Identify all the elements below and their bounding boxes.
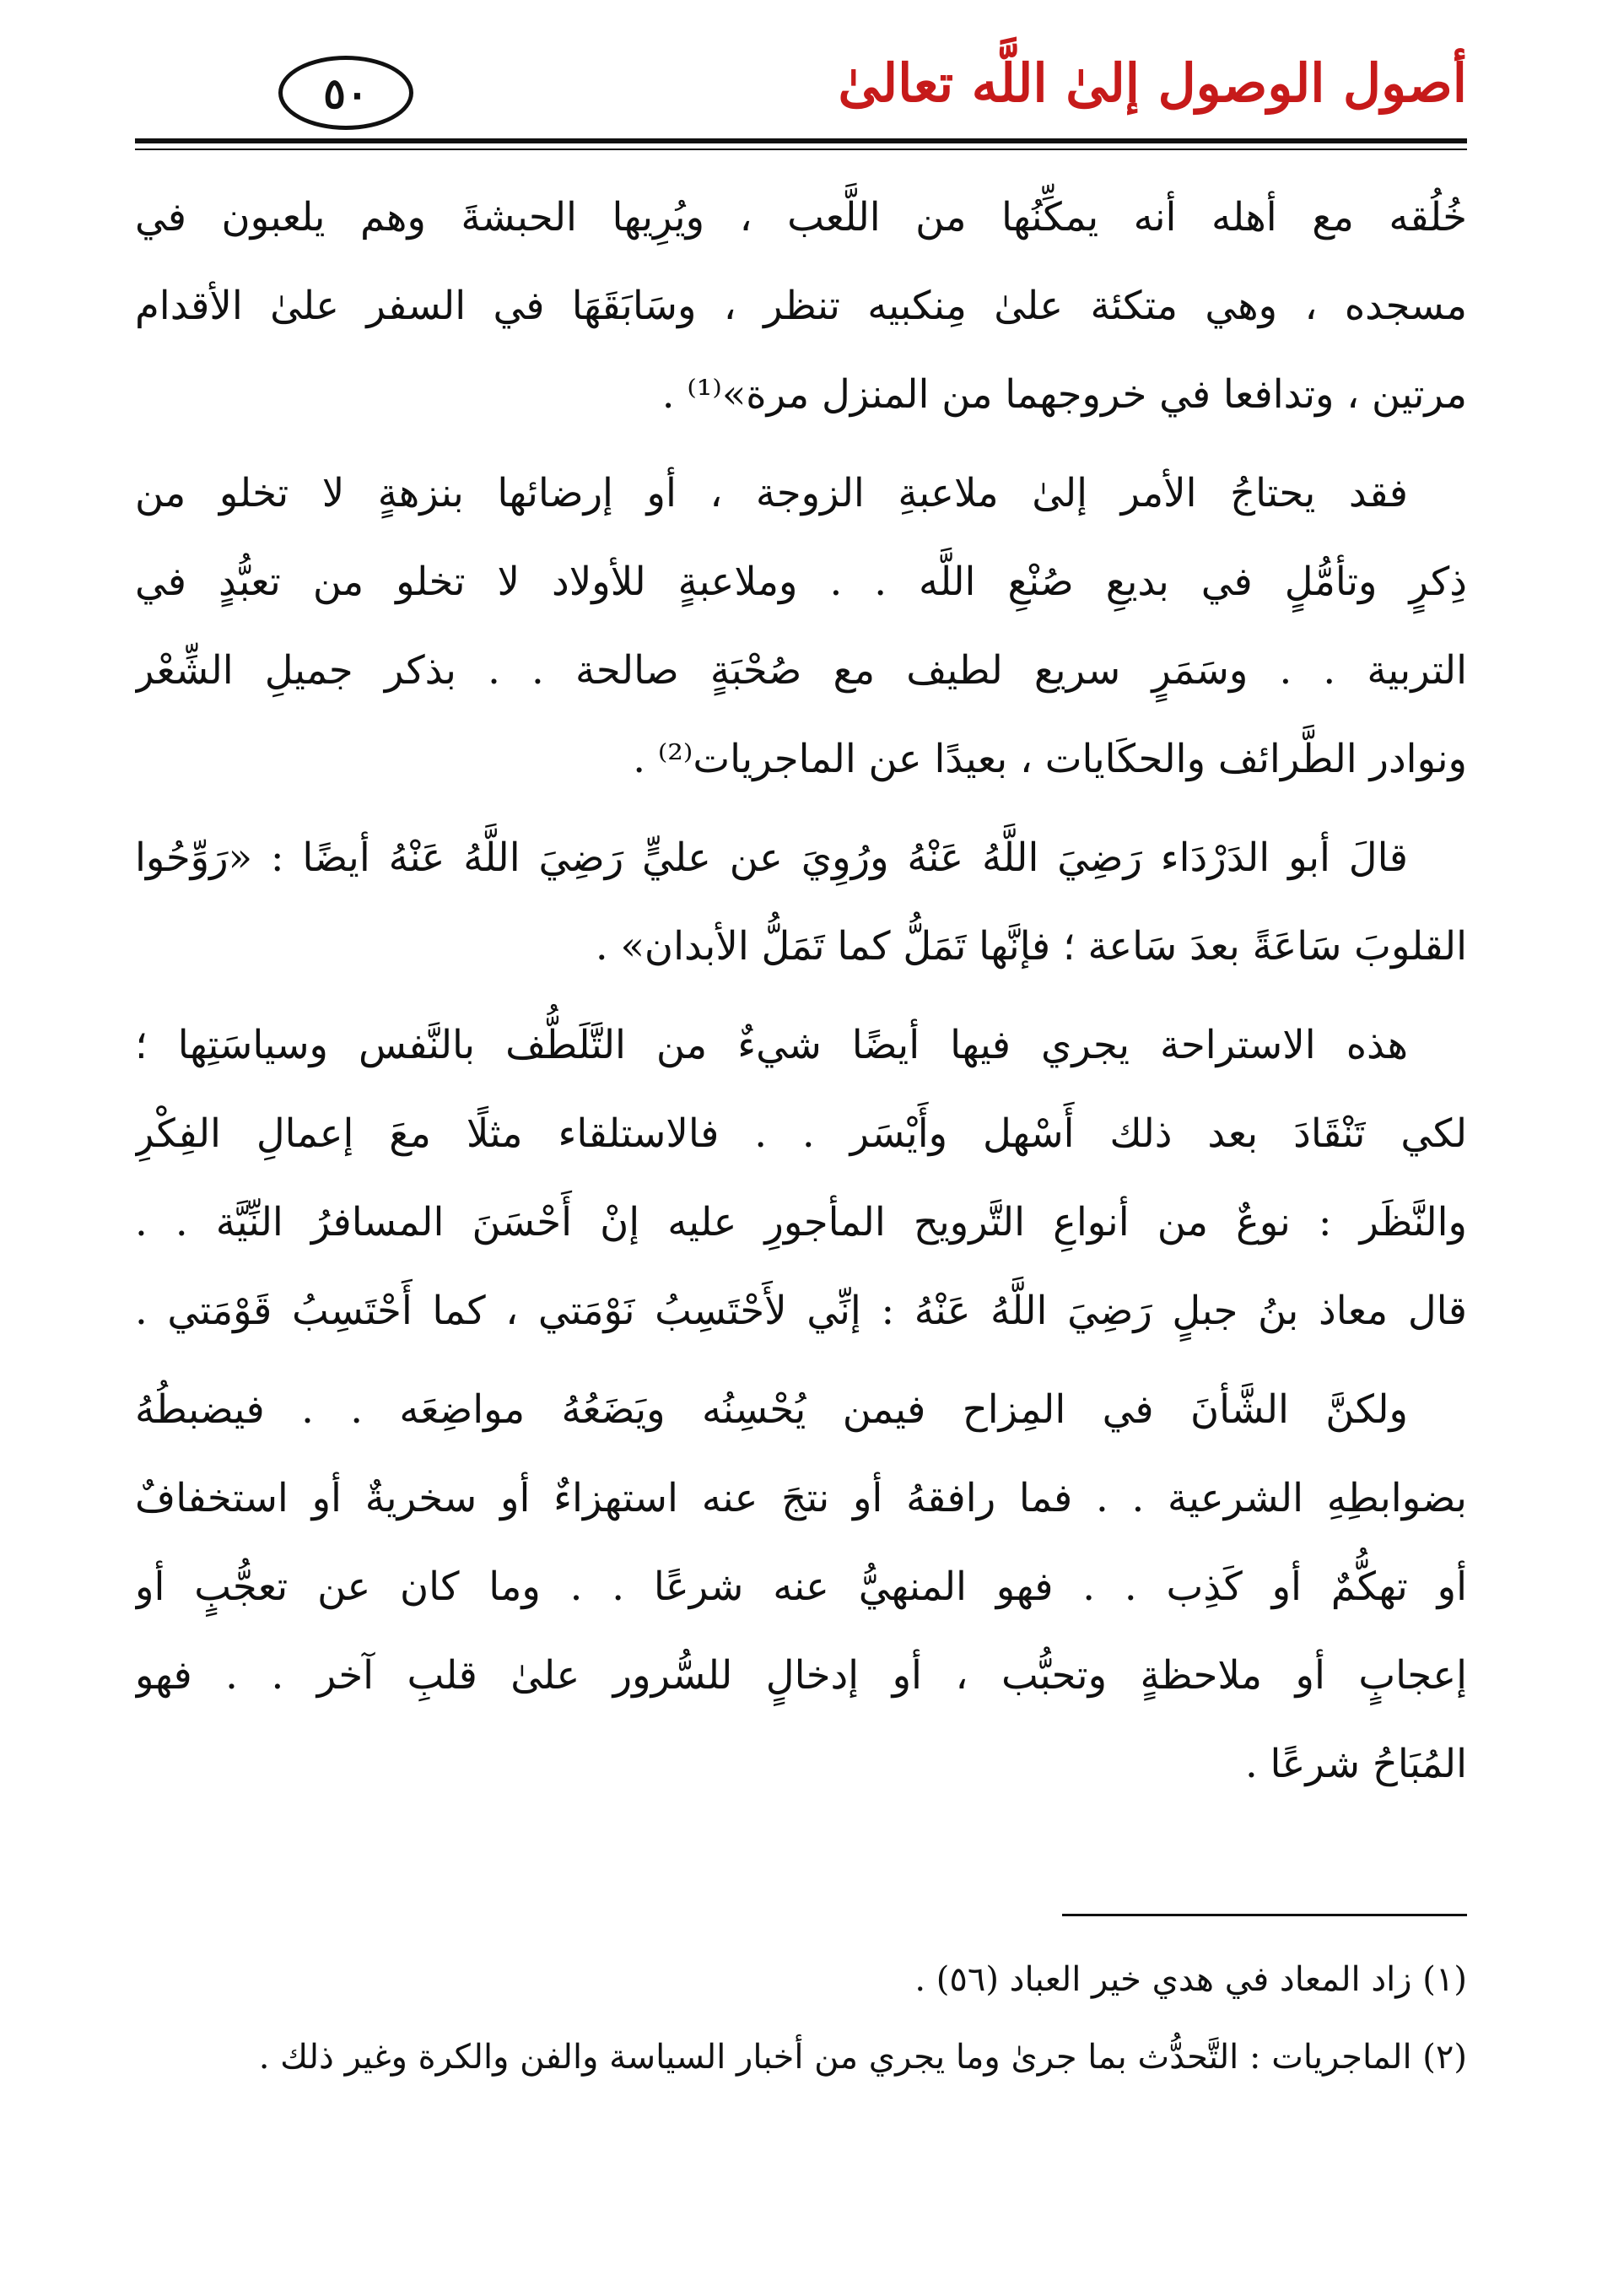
running-title: أصول الوصول إلىٰ اللَّه تعالىٰ (838, 52, 1467, 114)
text-line: ونوادر الطَّرائف والحكَايات ، بعيدًا عن الماجريات⁽²⁾ . (633, 736, 1467, 781)
header-rule-thick (135, 138, 1467, 143)
footnotes (135, 1941, 1467, 2096)
paragraph (135, 449, 1467, 803)
text-line: ذِكرٍ وتأمُّلٍ في بديعِ صُنْعِ اللَّه . . وملاعبةٍ للأولاد لا تخلو من تعبُّدٍ في (135, 559, 1467, 604)
text-line: إعجابٍ أو ملاحظةٍ وتحبُّب ، أو إدخالٍ للسُّرور علىٰ قلبِ آخر . . فهو (135, 1652, 1467, 1698)
header-rule-thin (135, 149, 1467, 150)
text-line: القلوبَ سَاعَةً بعدَ سَاعة ؛ فإنَّها تَمَلُّ كما تَمَلُّ الأبدان» . (595, 923, 1467, 969)
body-text (135, 173, 1467, 1808)
text-line: والنَّظَر : نوعٌ من أنواعِ التَّرويح المأجورِ عليه إنْ أَحْسَنَ المسافرُ النِّيَّة . . (135, 1199, 1467, 1245)
text-line: قال معاذ بنُ جبلٍ رَضِيَ اللَّهُ عَنْهُ : إنِّي لأَحْتَسِبُ نَوْمَتي ، كما أَحْتَسِبُ قَوْمَتي . (135, 1288, 1467, 1333)
text-line: المُبَاحُ شرعًا . (1244, 1741, 1467, 1786)
paragraph (135, 173, 1467, 439)
footnote-separator (1062, 1914, 1467, 1916)
page-number-badge (278, 56, 413, 130)
footnote: (٢) الماجريات : التَّحدُّث بما جرىٰ وما يجري من أخبار السياسة والفن والكرة وغير ذلك . (258, 2038, 1467, 2077)
text-line: هذه الاستراحة يجري فيها أيضًا شيءٌ من التَّلَطُّف بالنَّفس وسياسَتِها ؛ (135, 1022, 1408, 1067)
footnote: (١) زاد المعاد في هدي خير العباد (٥٦) . (914, 1960, 1467, 1999)
text-line: مرتين ، وتدافعا في خروجهما من المنزل مرة»⁽¹⁾ . (661, 371, 1467, 417)
paragraph (135, 1001, 1467, 1355)
page-number: ٥٠ (323, 68, 369, 118)
text-line: بضوابطِهِ الشرعية . . فما رافقهُ أو نتجَ عنه استهزاءٌ أو سخريةٌ أو استخفافٌ (135, 1475, 1467, 1521)
paragraph (135, 1365, 1467, 1808)
page-header (278, 51, 1467, 152)
text-line: لكي تَنْقَادَ بعد ذلك أَسْهل وأَيْسَر . . فالاستلقاء مثلًا معَ إعمالِ الفِكْرِ (135, 1110, 1467, 1156)
paragraph (135, 813, 1467, 991)
text-line: أو تهكُّمٌ أو كَذِب . . فهو المنهيُّ عنه شرعًا . . وما كان عن تعجُّبٍ أو (135, 1564, 1467, 1609)
text-line: خُلُقه مع أهله أنه يمكِّنُها من اللَّعب ، ويُرِيها الحبشةَ وهم يلعبون في (135, 194, 1467, 240)
text-line: التربية . . وسَمَرٍ سريع لطيف مع صُحْبَةٍ صالحة . . بذكر جميلِ الشِّعْر (135, 647, 1467, 693)
text-line: قالَ أبو الدَرْدَاء رَضِيَ اللَّهُ عَنْهُ ورُوِيَ عن عليٍّ رَضِيَ اللَّهُ عَنْهُ أيضًا : «رَوِّحُوا (135, 835, 1408, 880)
text-line: مسجده ، وهي متكئة علىٰ مِنكبيه تنظر ، وسَابَقَهَا في السفر علىٰ الأقدام (135, 283, 1467, 328)
text-line: ولكنَّ الشَّأنَ في المِزاح فيمن يُحْسِنُه ويَضَعُهُ مواضِعَه . . فيضبطُهُ (135, 1386, 1408, 1432)
text-line: فقد يحتاجُ الأمر إلىٰ ملاعبةِ الزوجة ، أو إرضائها بنزهةٍ لا تخلو من (135, 470, 1408, 516)
